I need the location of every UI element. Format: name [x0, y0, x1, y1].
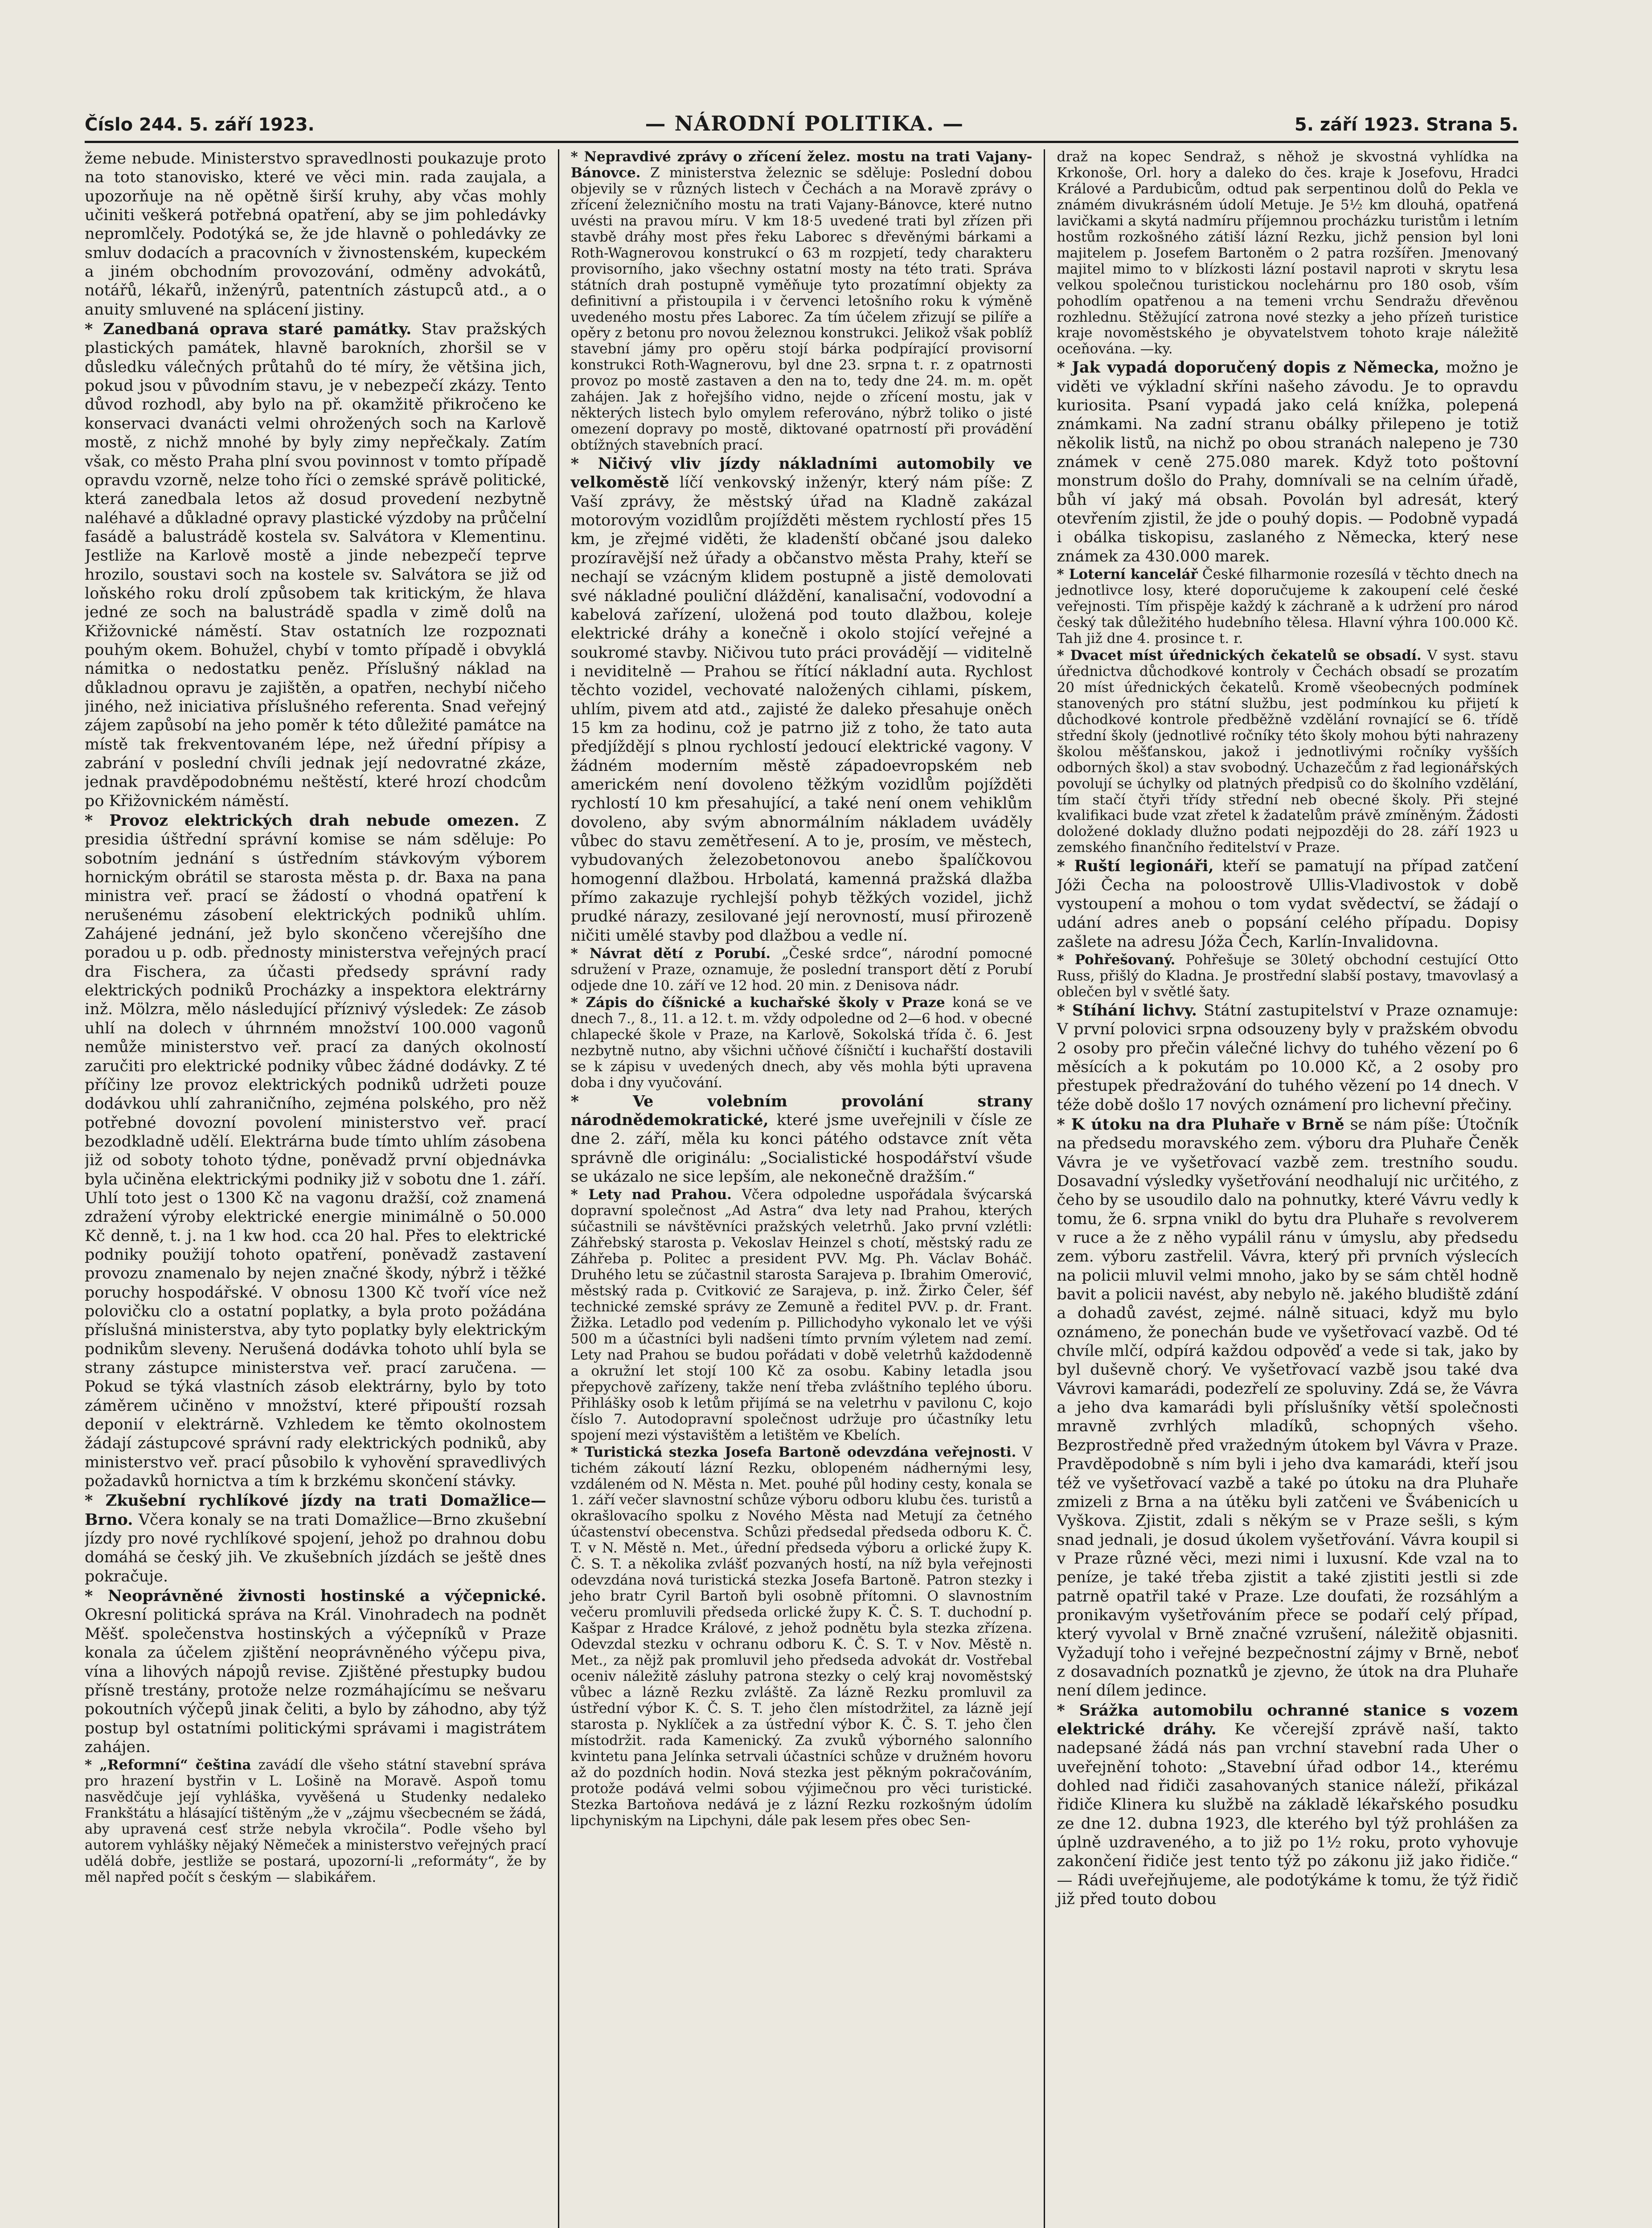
article-body: kteří se pamatují na případ zatčení Jóži Čecha na poloostrově Ullis-Vladivostok v době vystoupení a mohou o tom vydat svědectví, se žádají o udání adres aneb o popsání celého případu. Dopisy zašlete na adresu Jóža Čech, Karlín-Invalidovna. — [1057, 857, 1519, 951]
column-3 — [1044, 149, 1518, 2228]
article-body: které jsme uveřejnili v čísle ze dne 2. září, měla ku konci pátého odstavce znít věta správně dle originálu: „Socialistické hospodářství všude se ukázalo ne sice lepším, ale nekonečně dražším.“ — [570, 1111, 1033, 1186]
article — [571, 1092, 1033, 1187]
article — [571, 946, 1033, 994]
article-headline: * K útoku na dra Pluhaře v Brně — [1057, 1115, 1345, 1134]
article — [1057, 1701, 1518, 1909]
article — [85, 320, 546, 811]
header-page-number: 5. září 1923. Strana 5. — [1294, 115, 1518, 135]
column-2 — [558, 149, 1044, 2228]
article — [1057, 648, 1518, 856]
article-body: Pohřešuje se 30letý obchodní cestující Otto Russ, přišlý do Kladna. Je prostřední slabší postavy, tmavovlasý a oblečen byl v světlé šaty. — [1057, 952, 1519, 1000]
article — [1057, 149, 1518, 357]
article — [571, 455, 1033, 945]
article-body: „České srdce“, národní pomocné sdružení v Praze, oznamuje, že poslední transport dětí z Porubí odjede dne 10. září ve 12 hod. 20 min. z Denisova nádr. — [570, 946, 1033, 994]
article-headline: * Návrat dětí z Porubí. — [570, 946, 771, 962]
article — [85, 1587, 546, 1757]
article-headline: * Zápis do číšnické a kuchařské školy v Praze — [570, 994, 945, 1011]
article-body: žeme nebude. Ministerstvo spravedlnosti poukazuje proto na toto stanovisko, které ve věci min. rada zaujala, a upozorňuje na ně opětně širší kruhy, aby včas mohly učiniti veškerá potřebná opatření, aby se jim pohledávky nepromlčely. Podotýká se, že jde hlavně o pohledávky ze smluv dodacích a pracovních v živnostenském, kupeckém a jiném obchodním provozování, odměny advokátů, notářů, lékařů, inženýrů, patentních zástupců atd., a o anuity smluvené na splácení jistiny. — [85, 150, 546, 319]
article-body: koná se ve dnech 7., 8., 11. a 12. t. m. vždy odpoledne od 2—6 hod. v obecné chlapecké škole v Praze, na Karlově, Sokolská třída č. 6. Jest nezbytně nutno, aby všichni učňové číšničtí i kuchařští dostavili se k zápisu v uvedených dnech, aby věs mohla býti upravena doba i dny vyučování. — [570, 994, 1033, 1091]
article-headline: * Neoprávněné živnosti hostinské a výčepnické. — [85, 1587, 546, 1605]
article-headline: * Loterní kancelář — [1057, 566, 1198, 583]
article-body: Z presidia úštřední správní komise se nám sděluje: Po sobotním jednání s ústředním stávkovým výborem hornickým obrátil se starosta města p. dr. Baxa na pana ministra veř. prací se žádostí o vhodná opatření k nerušenému zásobení elektrických podniků uhlím. Zahájené jednání, jež bylo skončeno včerejšího dne poradou u p. odb. přednosty ministerstva veřejných prací dra Fischera, za účasti předsedy správní rady elektrických podniků Procházky a inspektora elektrárny inž. Mölzra, mělo následující příznivý výsledek: Ze zásob uhlí na dolech v úhrnném množství 100.000 vagonů nemůže ministerstvo veř. prací za daných okolností zaručiti pro elektrické podniky vůbec žádné dodávky. Z té příčiny lze provoz elektrických podniků udržeti pouze dodávkou uhlí zahraničního, zejména polského, pro něž potřebné dovozní povolení ministerstvo veř. prací bezodkladně udělí. Elektrárna bude tímto uhlím zásobena již od soboty tohoto týdne, poněvadž první objednávka byla učiněna elektrickými podniky již v sobotu dne 1. září. Uhlí toto jest o 1300 Kč na vagonu dražší, což znamená zdražení výroby elektrické energie minimálně o 50.000 Kč denně, t. j. na 1 kw hod. cca 20 hal. Přes to elektrické podniky použijí tohoto opatření, poněvadž zastavení provozu znamenalo by nejen značné škody, nýbrž i těžké poruchy hospodářské. V obnosu 1300 Kč tvoří více než polovičku clo a ostatní poplatky, a byla proto požádána příslušná ministerstva, aby tyto poplatky byly elektrickým podnikům sleveny. Nerušená dodávka tohoto uhlí byla se strany zástupce ministerstva veř. prací zaručena. — Pokud se týká vlastních zásob elektrárny, bylo by toto záměrem učiněno v množství, které připouští rozsah deponií v elektrárně. Vzhledem ke těmto okolnostem žádají zástupcové správní rady elektrických podniků, aby ministerstvo veř. prací působilo k vyhovění spravedlivých požadavků hornictva a tím k brzkému skončení stávky. — [85, 812, 546, 1491]
article — [85, 1491, 546, 1586]
article-body: se nám píše: Útočník na předsedu moravského zem. výboru dra Pluhaře Čeněk Vávra je ve vyšetřovací vazbě zem. trestního soudu. Dosavadní výsledky vyšetřování neodhalují nic určitého, z čeho by se usoudilo dalo na pohnutky, které Vávru vedly k tomu, že 6. srpna vnikl do bytu dra Pluhaře s revolverem v ruce a že z něho vypálil ránu v úmyslu, aby předsedu zem. výboru zastřelil. Vávra, který při prvních výslecích na policii mluvil velmi mnoho, jako by se sám chtěl hodně bavit a policii navést, aby nebylo ně. jakého bludiště zdání a dohadů zavést, zejmé. nálně situaci, když mu bylo oznámeno, že ponechán bude ve vyšetřovací vazbě. Od té chvíle mlčí, odpírá každou odpověď a vede si tak, jako by byl duševně chorý. Ve vyšetřovací vazbě jsou také dva Vávrovi kamarádi, podezřelí ze spoluviny. Zdá se, že Vávra a jeho dva kamarádi byli příslušníky větší společnosti mravně zvrhlých mladíků, schopných všeho. Bezprostředně před vražedným útokem byl Vávra v Praze. Pravděpodobně s ním byli i jeho dva kamarádi, kteří jsou též ve vyšetřovací vazbě a také po útoku na dra Pluhaře zmizeli z Brna a na útěku byli zatčeni ve Švábenicích u Vyškova. Zjistit, zdali s někým se v Praze sešli, s kým snad jednali, je dosud úkolem vyšetřování. Vávra koupil si v Praze různé věci, mezi nimi i luxusní. Kde vzal na to peníze, je také třeba zjistit a také zjistiti jestli si zde patrně opatřil také v Praze. Lze doufati, že rozsáhlým a pronikavým vyšetřováním přece se podaří celý případ, který vyvolal v Brně značné vzrušení, náležitě objasniti. Vyžadují toho i veřejné bezpečnostní zájmy v Brně, neboť z dosavadních poznatků je zjevno, že útok na dra Pluhaře není dílem jedince. — [1057, 1115, 1519, 1700]
article-body: zavádí dle všeho státní stavební správa pro hrazení bystřin v L. Lošině na Moravě. Aspoň tomu nasvědčuje její vyhláška, vyvěšená u Studenky nedaleko Frankštátu a hlásající tištěným „že v „zájmu všecbecném se žádá, aby upravená cesť strže nebyla vkročila“. Podle všeho byl autorem vyhlášky nějaký Němeček a ministerstvo veřejných prací udělá dobře, jestliže se postará, upozorní-li „reformáty“, že by měl napřed počít s českým — slabikářem. — [85, 1757, 546, 1885]
article-body: draž na kopec Sendraž, s něhož je skvostná vyhlídka na Krkonoše, Orl. hory a daleko do čes. kraje k Josefovu, Hradci Králové a Pardubicům, odtud pak serpentinou dolů do Pekla ve známém divukrásném údolí Metuje. Je 5½ km dlouhá, opatřená lavičkami a skytá nadmíru příjemnou procházku turistům i letním hostům rozkošného zátiší lázní Rezku, jichž pension byl loni majitelem p. Josefem Bartoněm o 2 patra rozšířen. Jmenovaný majitel mimo to v blízkosti lázní postavil naproti v skrytu lesa velkou společnou turistickou noclehárnu pro 180 osob, vším pohodlím opatřenou a na temeni vrchu Sendražu dřevěnou rozhlednu. Stěžující zatrona nové stezky a jeho přízeň turistice kraje novoměstského je obyvatelstvem tohoto kraje náležitě oceňována. —ky. — [1057, 149, 1519, 357]
article — [571, 1187, 1033, 1443]
article — [1057, 567, 1518, 647]
article-body: Státní zastupitelství v Praze oznamuje: V první polovici srpna odsouzeny byly v pražském obvodu 2 osoby pro přečin válečné lichvy do tuhého vězení po 6 měsících a k pokutám po 10.000 Kč, a 2 osoby pro přestupek předražování do tuhého vězení po 14 dnech. V téže době došlo 17 nových oznámení pro lichevní přečiny. — [1057, 1001, 1519, 1114]
text-columns — [85, 149, 1518, 2228]
article — [85, 149, 546, 319]
article-headline: * Pohřešovaný. — [1057, 952, 1176, 968]
article-headline: * Turistická stezka Josefa Bartoně odevzdána veřejnosti. — [570, 1444, 1017, 1460]
article-headline: * Zanedbaná oprava staré památky. — [85, 320, 412, 339]
article — [1057, 952, 1518, 1000]
column-1 — [85, 149, 558, 2228]
article-body: možno je viděti ve výkladní skříni našeho závodu. Je to opravdu kuriosita. Psaní vypadá jako celá knížka, polepená známkami. Na zadní stranu obálky přilepeno je totiž několik listů, na nichž po obou stranách nalepeno je 730 známek v ceně 275.080 marek. Když toto poštovní monstrum došlo do Prahy, domnívali se na celním úřadě, bůh ví jaký má obsah. Povolán byl adresát, který otevřením zjistil, že jde o pouhý dopis. — Podobně vypadá i obálka tiskopisu, zaslaného z Německa, který nese známek za 430.000 marek. — [1057, 359, 1519, 565]
article-headline: * Stíhání lichvy. — [1057, 1001, 1197, 1020]
article — [1057, 1001, 1518, 1114]
article-body: Okresní politická správa na Král. Vinohradech na podnět Měšť. společenstva hostinských a výčepníků v Praze konala za účelem zjištění neoprávněného výčepu piva, vína a lihových nápojů revise. Zjištěné přestupky budou přísně trestány, protože nelze rozmáhajícímu se nešvaru pokoutních výčepů jinak čeliti, a bylo by záhodno, aby týž postup byl ostatními politickými správami i magistrátem zahájen. — [85, 1606, 546, 1756]
article-body: V tichém zákoutí lázní Rezku, oblopeném nádhernými lesy, vzdáleném od N. Města n. Met. pouhé půl hodiny cesty, konala se 1. září večer slavnostní schůze výboru odboru klubu čes. turistů a okrašlovacího spolku z Nového Města nad Metují za četného účastenství obecenstva. Schůzi předsedal předseda odboru K. Č. T. v N. Městě n. Met., úřední předseda výboru a orlické župy K. Č. S. T. a několika zvlášť pozvaných hostí, na níž byla veřejnosti odevzdána nová turistická stezka Josefa Bartoně. Patron stezky i jeho bratr Cyril Bartoň byli osobně přítomni. O slavnostním večeru promluvili předseda orlické župy K. Č. S. T. duchodní p. Kašpar z Hradce Králové, z jehož podnětu byla stezka zřízena. Odevzdal stezku v ochranu odboru K. Č. S. T. v Nov. Městě n. Met., za nějž pak promluvil jeho předseda advokát dr. Vostřebal oceniv náležitě zásluhy patrona stezky o celý kraj novoměstský vůbec a lázně Rezku zvláště. Za lázně Rezku promluvil za ústřední výbor K. Č. S. T. jeho člen místodržitel, za lázně její starosta p. Nyklíček a za ústřední výbor K. Č. S. T. jeho člen místodržit. rada Kamenický. Za zvuků výborného salonního kvintetu pana Jelínka setrvali účastníci schůze v družném hovoru až do pozdních hodin. Nová stezka jest pěkným pokračováním, protože podává velmi sobou výjimečnou pro věci turistické. Stezka Bartoňova nedává je z lázní Rezku rozkošným údolím lipchyniským na Lipchyni, dále pak lesem přes obec Sen- — [570, 1444, 1033, 1829]
article — [1057, 1115, 1518, 1700]
article-headline: * Srážka automobilu ochranné stanice s vozem elektrické dráhy. — [1057, 1701, 1519, 1738]
article-headline: * Dvacet míst úřednických čekatelů se obsadí. — [1057, 647, 1422, 663]
header-issue-date: Číslo 244. 5. září 1923. — [85, 115, 315, 135]
article-headline: * „Reformní“ čeština — [85, 1757, 251, 1773]
article — [571, 1445, 1033, 1829]
article-headline: * Lety nad Prahou. — [570, 1187, 732, 1203]
masthead-title: — NÁRODNÍ POLITIKA. — — [645, 111, 964, 135]
article-body: líčí venkovský inženýr, který nám píše: Z Vaší zprávy, že městský úřad na Kladně zakázal motorovým vozidlům projížděti městem rychlostí přes 15 km, je zřejmé viděti, že kladenští občané jsou daleko prozíravější než úřady a občanstvo města Prahy, kteří se nechají se vzácným klidem postupně a jistě demolovati své nákladné pouliční dláždění, kanalisační, vodovodní a kabelová zařízení, uložená pod touto dlažbou, koleje elektrické dráhy a konečně i okolo stojící veřejné a soukromé stavby. Ničivou tuto práci provádějí — viditelně i neviditelně — Prahou se řítící nákladní auta. Rychlost těchto vozidel, vechovaté naložených cihlami, pískem, uhlím, pivem atd atd., zajisté že daleko přesahuje oněch 15 km za hodinu, což je patrno již z toho, že tato auta předjíždějí s plnou rychlostí jedoucí elektrické vagony. V žádném moderním městě západoevropském neb americkém není dovoleno těžkým vozidlům pojížděti rychlostí 10 km přesahující, a také není onem vehiklům dovoleno, aby svým abnormálním nákladem uváděly vůbec do stavu zemětřesení. A to je, prosím, ve městech, vybudovaných železobetonovou anebo špalíčkovou homogenní dlažbou. Hrbolatá, kamenná pražská dlažba přímo zakazuje rychlejší pohyb těžkých vozidel, jichž prudké nárazy, zesilované její nerovností, musí přirozeně ničiti umělé stavby pod dlažbou a vedle ní. — [570, 474, 1033, 945]
article — [571, 149, 1033, 454]
article — [571, 995, 1033, 1091]
page-header — [85, 111, 1518, 143]
article-body: České filharmonie rozesílá v těchto dnech na jednotlivce losy, které doporučujeme k zakoupení celé české veřejnosti. Tím přispěje každý k záchraně a k udržení pro národ český tak důležitého hudebního tělesa. Hlavní výhra 100.000 Kč. Tah již dne 4. prosince t. r. — [1057, 566, 1519, 647]
article — [85, 811, 546, 1491]
article-body: Včera odpoledne uspořádala švýcarská dopravní společnost „Ad Astra“ dva lety nad Prahou, kterých súčastnili se návštěvníci pražských veletrhů. Jako první vzlétli: Záhřebský starosta p. Vekoslav Heinzel s chotí, městský radu ze Záhřeba p. Politec a president PVV. Mg. Ph. Václav Boháč. Druhého letu se zúčastnil starosta Sarajeva p. Ibrahim Omerović, městský rada p. Cvitković ze Sarajeva, p. inž. Žirko Čeler, šéf technické zemské správy ze Zemuně a ředitel PVV. p. dr. Frant. Žižka. Letadlo pod vedením p. Pillichodyho vykonalo let ve výši 500 m a účastníci byli nadšeni tímto prvním výletem nad zemí. Lety nad Prahou se budou pořádati v době veletrhů každodenně a okružní let stojí 100 Kč za osobu. Kabiny letadla jsou přepychově zařízeny, takže není třeba zvláštního teplého úboru. Přihlášky osob k letům přijímá se na veletrhu v pavilonu C, kojo číslo 7. Autodopravní společnost udržuje pro účastníky letu spojení mezi výstavištěm a letištěm ve Kbelích. — [570, 1187, 1033, 1443]
article — [85, 1757, 546, 1886]
article-headline: * Provoz elektrických drah nebude omezen. — [85, 811, 520, 830]
article — [1057, 857, 1518, 951]
article-headline: * Nepravdivé zprávy o zřícení želez. mostu na trati Vajany-Bánovce. — [570, 149, 1033, 181]
article-headline: * Ve volebním provolání strany národnědemokratické, — [570, 1092, 1033, 1129]
article-headline: * Ničivý vliv jízdy nákladními automobily ve velkoměstě — [570, 455, 1033, 492]
article-headline: * Jak vypadá doporučený dopis z Německa, — [1057, 358, 1439, 377]
article-headline: * Zkušební rychlíkové jízdy na trati Domažlice—Brno. — [85, 1491, 546, 1529]
article — [1057, 358, 1518, 566]
article-body: Stav pražských plastických památek, hlavně barokních, zhoršil se v důsledku válečných průtahů do té míry, že většina jich, pokud jsou v původním stavu, je v nebezpečí zkázy. Tento důvod rozhodl, aby bylo na př. okamžitě přikročeno ke konservaci dvanácti velmi ohrožených soch na Karlově mostě, z nichž mnohé by byly zimy nepřečkaly. Zatím však, co město Praha plní svou povinnost v tomto případě opravdu vzorně, nelze toho říci o zemské správě politické, která zanedbala letos až dosud provedení nezbytně naléhavé a důkladné opravy plastické výzdoby na průčelní fasádě a balustrádě kostela sv. Salvátora v Klementinu. Jestliže na Karlově mostě a jinde nebezpečí teprve hrozilo, soustavi soch na kostele sv. Salvátora se již od loňského roku drolí způsobem tak kritickým, že hlava jedné ze soch na balustrádě spadla v zimě dolů na Křižovnické náměstí. Stav ostatních lze rozpoznati pouhým okem. Bohužel, chybí v tomto případě i obvyklá námitka o nedostatku peněz. Příslušný náklad na důkladnou opravu je zajištěn, a opatřen, nechybí ničeho jiného, než iniciativa příslušného referenta. Snad veřejný zájem zapůsobí na jeho poměr k této důležité památce na místě tak frekventovaném lépe, než úřední přípisy a zabrání v poslední chvíli jednak její nedovratné zkáze, jednak pravděpodobnému neštěstí, které hrozí chodcům po Křižovnickém náměstí. — [85, 320, 546, 810]
article-headline: * Ruští legionáři, — [1057, 857, 1214, 876]
article-body: Včera konaly se na trati Domažlice—Brno zkušební jízdy pro nové rychlíkové spojení, jehož po drahnou dobu domáhá se český jih. Ve zkušebních jízdách se ještě dnes pokračuje. — [85, 1511, 546, 1585]
article-body: Z ministerstva železnic se sděluje: Poslední dobou objevily se v různých listech v Čechách a na Moravě zprávy o zřícení železničního mostu na trati Vajany-Bánovce, které nutno uvésti na pravou míru. V km 18·5 uvedené trati byl zřízen při stavbě dráhy most přes řeku Laborec s dřevěnými bárkami a Roth-Wagnerovou konstrukcí o 63 m rozpjetí, tedy charakteru provisorního, jako všechny ostatní mosty na této trati. Správa státních drah postupně vyměňuje tyto prozatímní objekty za definitivní a přistoupila i v červenci letošního roku k výměně uvedeného mostu přes Laborec. Za tím účelem zřizují se pilíře a opěry z betonu pro novou železnou konstrukci. Jelikož však poblíž stavební jámy pro opěru stojí bárka podpírající provisorní konstrukci Roth-Wagnerovu, byl dne 23. srpna t. r. z opatrnosti provoz po mostě zastaven a den na to, tedy dne 24. m. m. opět zahájen. Jak z hořejšího vidno, nejde o zřícení mostu, jak v některých listech bylo omylem referováno, nýbrž toliko o jisté omezení dopravy po mostě, diktované opatrností při provádění obtížných stavebních prací. — [570, 164, 1033, 454]
article-body: Ke včerejší zprávě naší, takto nadepsané žádá nás pan vrchní stavební rada Uher o uveřejnění tohoto: „Stavební úřad odbor 14., kterému dohled nad řidiči zasahovaných stanice náleží, přikázal řidiče Klinera ku službě na základě lékařského posudku ze dne 12. dubna 1923, dle kterého byl týž prohlášen za úplně uzdraveného, a to již po 1½ roku, proto vyhovuje zakončení řidiče jest tento týž po zákonu již jako řidiče.“ — Rádi uveřejňujeme, ale podotýkáme k tomu, že týž řidič již před touto dobou — [1057, 1720, 1519, 1909]
article-body: V syst. stavu úřednictva důchodkové kontroly v Čechách obsadí se prozatím 20 míst úřednických čekatelů. Kromě všeobecných podmínek stanovených pro státní službu, jest podmínkou ku přijetí k důchodkové kontrole předběžně vzdělání rovnající se 6. třídě střední školy (jednotlivé ročníky této školy mohou býti nahrazeny školou měšťanskou, jakož i jednotlivými ročníky vyšších odborných škol) a stav svobodný. Uchazečům z řad legionářských povolují se úchylky od platných předpisů co do školního vzdělání, tím stačí čtyři třídy střední neb obecné školy. Při stejné kvalifikaci bude vzat zřetel k žadatelům právě zmíněným. Žádosti doložené doklady dlužno podati nejpozději do 28. září 1923 u zemského finančního ředitelství v Praze. — [1057, 647, 1519, 856]
